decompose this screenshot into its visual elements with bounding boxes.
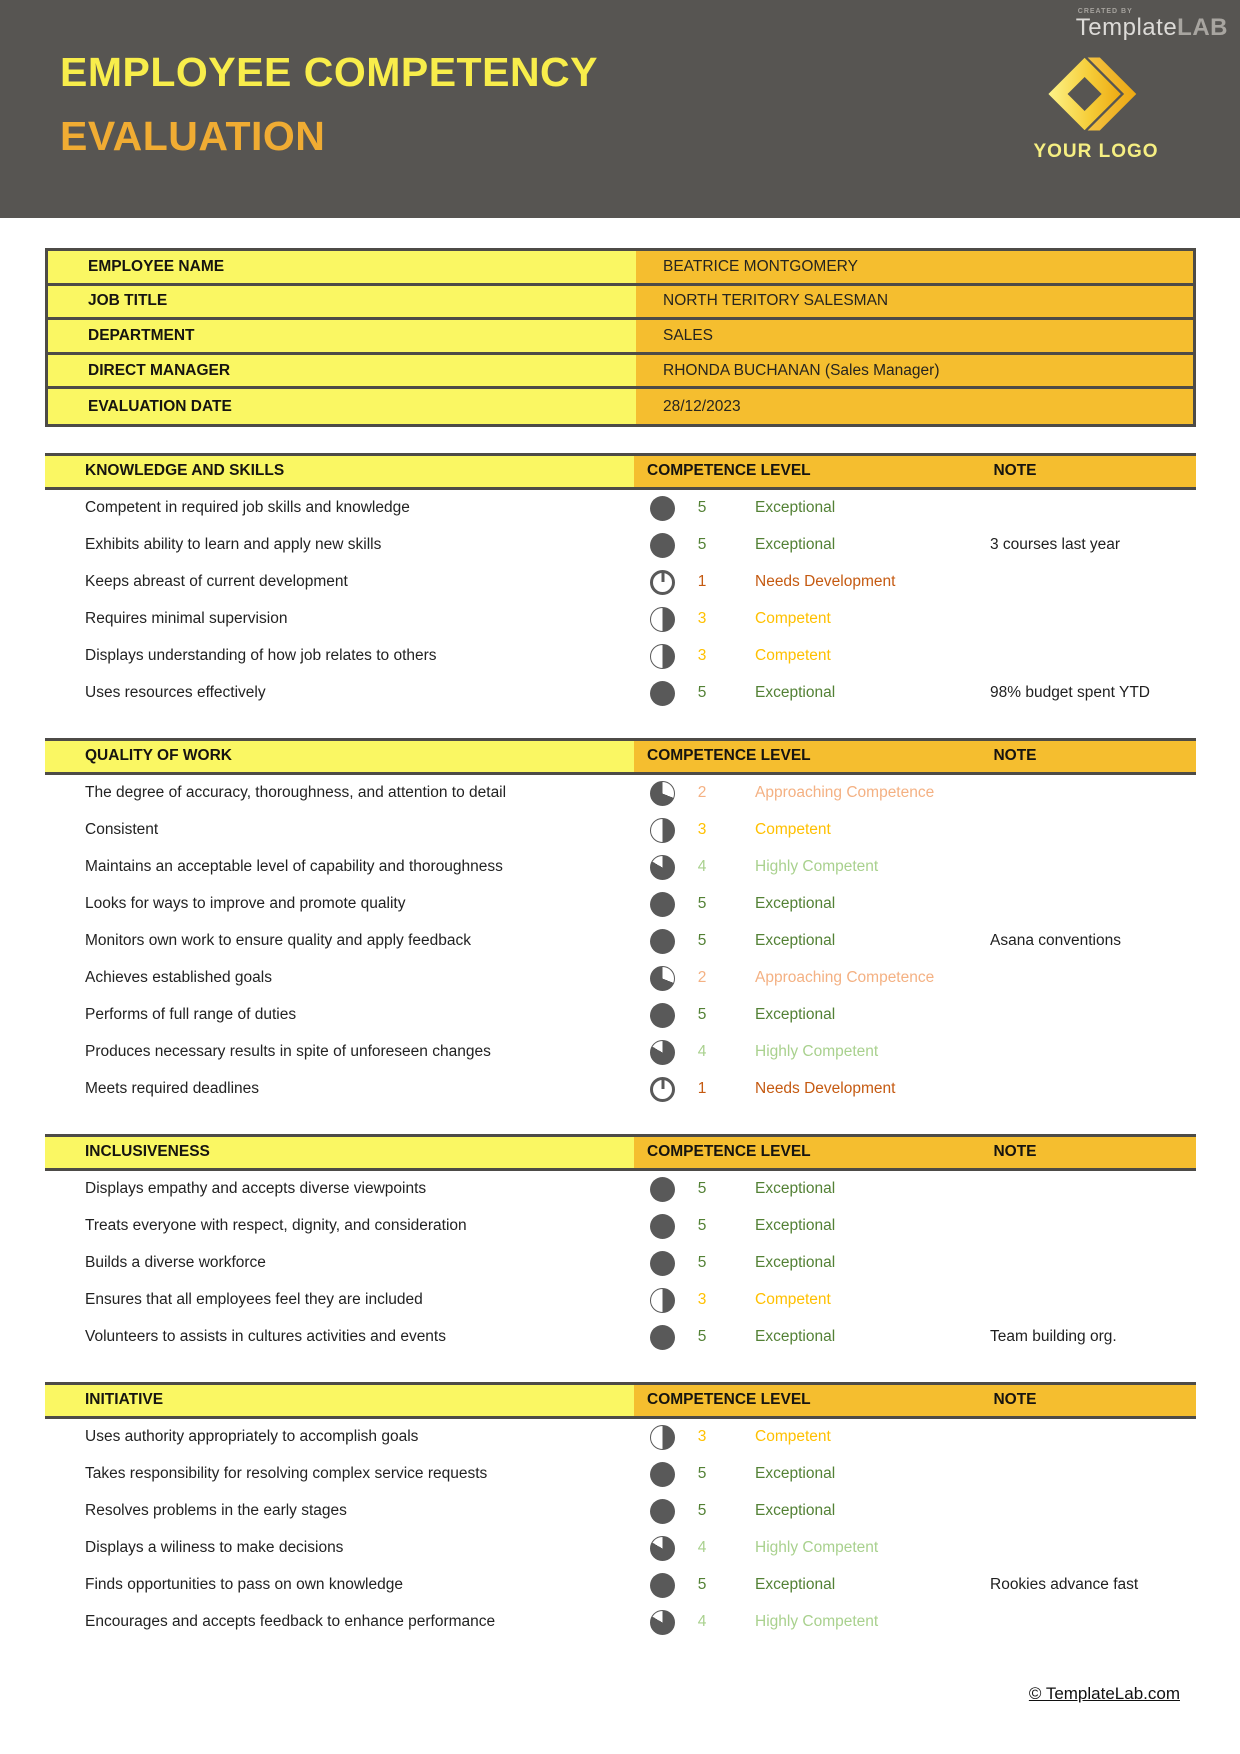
section-header-columns bbox=[634, 1137, 1196, 1168]
evaluation-section bbox=[45, 1134, 1196, 1356]
competence-score: 5 bbox=[697, 1576, 707, 1594]
criterion-label: Performs of full range of duties bbox=[85, 1006, 297, 1024]
info-value: BEATRICE MONTGOMERY bbox=[636, 251, 1193, 283]
note-text: 98% budget spent YTD bbox=[990, 684, 1150, 702]
criterion-label: Takes responsibility for resolving complex service requests bbox=[85, 1465, 488, 1483]
criterion-label: Keeps abreast of current development bbox=[85, 573, 348, 591]
criterion-row bbox=[45, 1530, 1196, 1567]
competence-ball-icon bbox=[650, 607, 675, 632]
criterion-label: Monitors own work to ensure quality and apply feedback bbox=[85, 932, 471, 950]
criterion-label: Finds opportunities to pass on own knowledge bbox=[85, 1576, 403, 1594]
criterion-label: Encourages and accepts feedback to enhance performance bbox=[85, 1613, 496, 1631]
criterion-label: Builds a diverse workforce bbox=[85, 1254, 266, 1272]
competence-level-column-header: COMPETENCE LEVEL bbox=[647, 1391, 811, 1409]
company-logo bbox=[1018, 56, 1174, 163]
competence-score: 1 bbox=[697, 573, 707, 591]
info-value: SALES bbox=[636, 320, 1193, 352]
competence-score: 5 bbox=[697, 684, 707, 702]
competence-level-label: Exceptional bbox=[755, 684, 836, 702]
competence-level-label: Exceptional bbox=[755, 536, 836, 554]
templatelab-logo bbox=[1076, 16, 1228, 40]
competence-level-label: Exceptional bbox=[755, 499, 836, 517]
criterion-label: Produces necessary results in spite of unforeseen changes bbox=[85, 1043, 491, 1061]
competence-ball-icon bbox=[650, 1040, 675, 1065]
criterion-row bbox=[45, 775, 1196, 812]
info-row bbox=[48, 286, 1193, 321]
competence-level-column-header: COMPETENCE LEVEL bbox=[647, 747, 811, 765]
page-title bbox=[60, 40, 598, 168]
criterion-label: Uses authority appropriately to accomplish goals bbox=[85, 1428, 419, 1446]
competence-score: 3 bbox=[697, 821, 707, 839]
competence-ball-icon bbox=[650, 818, 675, 843]
criterion-label: Requires minimal supervision bbox=[85, 610, 288, 628]
criterion-row bbox=[45, 1419, 1196, 1456]
competence-ball-icon bbox=[650, 1573, 675, 1598]
page-banner bbox=[0, 0, 1240, 218]
section-rows bbox=[45, 490, 1196, 712]
competence-level-label: Highly Competent bbox=[755, 1539, 879, 1557]
competence-ball-icon bbox=[650, 644, 675, 669]
competence-score: 5 bbox=[697, 536, 707, 554]
note-text: Rookies advance fast bbox=[990, 1576, 1139, 1594]
section-header bbox=[45, 738, 1196, 775]
info-label: JOB TITLE bbox=[48, 286, 636, 318]
criterion-row bbox=[45, 960, 1196, 997]
competence-score: 4 bbox=[697, 858, 707, 876]
info-row bbox=[48, 355, 1193, 390]
competence-ball-icon bbox=[650, 1462, 675, 1487]
competence-level-column-header: COMPETENCE LEVEL bbox=[647, 1143, 811, 1161]
section-rows bbox=[45, 775, 1196, 1108]
competence-ball-icon bbox=[650, 1325, 675, 1350]
competence-score: 5 bbox=[697, 1217, 707, 1235]
note-column-header: NOTE bbox=[993, 1391, 1037, 1409]
competence-ball-icon bbox=[650, 781, 675, 806]
criterion-row bbox=[45, 1567, 1196, 1604]
competence-ball-icon bbox=[650, 681, 675, 706]
competence-score: 5 bbox=[697, 932, 707, 950]
competence-score: 5 bbox=[697, 1006, 707, 1024]
competence-level-label: Exceptional bbox=[755, 1502, 836, 1520]
criterion-row bbox=[45, 1034, 1196, 1071]
criterion-row bbox=[45, 1456, 1196, 1493]
competence-level-label: Exceptional bbox=[755, 895, 836, 913]
criterion-label: Treats everyone with respect, dignity, and consideration bbox=[85, 1217, 467, 1235]
info-row bbox=[48, 251, 1193, 286]
section-header-columns bbox=[634, 741, 1196, 772]
competence-level-label: Highly Competent bbox=[755, 1043, 879, 1061]
criterion-row bbox=[45, 527, 1196, 564]
created-by-label: CREATED BY bbox=[1077, 8, 1133, 15]
page-footer bbox=[1029, 1684, 1180, 1704]
competence-level-label: Highly Competent bbox=[755, 1613, 879, 1631]
criterion-label: Meets required deadlines bbox=[85, 1080, 260, 1098]
section-header bbox=[45, 453, 1196, 490]
criterion-row bbox=[45, 638, 1196, 675]
criterion-row bbox=[45, 675, 1196, 712]
competence-level-label: Approaching Competence bbox=[755, 784, 935, 802]
competence-level-label: Exceptional bbox=[755, 1328, 836, 1346]
note-text: Team building org. bbox=[990, 1328, 1117, 1346]
criterion-row bbox=[45, 490, 1196, 527]
competence-level-column-header: COMPETENCE LEVEL bbox=[647, 462, 811, 480]
criterion-row bbox=[45, 1282, 1196, 1319]
competence-level-label: Exceptional bbox=[755, 1180, 836, 1198]
criterion-label: Consistent bbox=[85, 821, 159, 839]
competence-ball-icon bbox=[650, 966, 675, 991]
competence-ball-icon bbox=[650, 1003, 675, 1028]
criterion-row bbox=[45, 997, 1196, 1034]
criterion-label: Achieves established goals bbox=[85, 969, 272, 987]
info-value: NORTH TERITORY SALESMAN bbox=[636, 286, 1193, 318]
info-row bbox=[48, 320, 1193, 355]
competence-ball-icon bbox=[650, 570, 675, 595]
info-label: DIRECT MANAGER bbox=[48, 355, 636, 387]
criterion-row bbox=[45, 923, 1196, 960]
criterion-label: Displays understanding of how job relates to others bbox=[85, 647, 437, 665]
competence-level-label: Exceptional bbox=[755, 1576, 836, 1594]
competence-score: 3 bbox=[697, 1291, 707, 1309]
competence-level-label: Exceptional bbox=[755, 932, 836, 950]
competence-score: 5 bbox=[697, 1328, 707, 1346]
competence-ball-icon bbox=[650, 496, 675, 521]
competence-level-label: Needs Development bbox=[755, 1080, 896, 1098]
note-text: 3 courses last year bbox=[990, 536, 1121, 554]
criterion-label: Maintains an acceptable level of capability and thoroughness bbox=[85, 858, 503, 876]
competence-score: 2 bbox=[697, 784, 707, 802]
competence-score: 5 bbox=[697, 1502, 707, 1520]
criterion-row bbox=[45, 1245, 1196, 1282]
criterion-row bbox=[45, 1493, 1196, 1530]
competence-ball-icon bbox=[650, 1610, 675, 1635]
competence-score: 5 bbox=[697, 499, 707, 517]
criterion-label: Displays a wiliness to make decisions bbox=[85, 1539, 344, 1557]
section-header-columns bbox=[634, 456, 1196, 487]
info-value: RHONDA BUCHANAN (Sales Manager) bbox=[636, 355, 1193, 387]
competence-ball-icon bbox=[650, 533, 675, 558]
criterion-row bbox=[45, 1319, 1196, 1356]
templatelab-credit bbox=[1076, 8, 1228, 40]
evaluation-section bbox=[45, 738, 1196, 1108]
note-column-header: NOTE bbox=[993, 462, 1037, 480]
section-header bbox=[45, 1382, 1196, 1419]
competence-score: 5 bbox=[697, 1180, 707, 1198]
competence-ball-icon bbox=[650, 1251, 675, 1276]
evaluation-section bbox=[45, 453, 1196, 712]
criterion-row bbox=[45, 601, 1196, 638]
competence-ball-icon bbox=[650, 1499, 675, 1524]
competence-level-label: Exceptional bbox=[755, 1006, 836, 1024]
competence-ball-icon bbox=[650, 1288, 675, 1313]
competence-level-label: Competent bbox=[755, 647, 831, 665]
criterion-label: Competent in required job skills and knowledge bbox=[85, 499, 410, 517]
competence-ball-icon bbox=[650, 929, 675, 954]
section-rows bbox=[45, 1419, 1196, 1641]
logo-caption: YOUR LOGO bbox=[1033, 141, 1159, 162]
employee-info-table bbox=[45, 248, 1196, 427]
section-title: KNOWLEDGE AND SKILLS bbox=[45, 456, 634, 487]
criterion-label: Ensures that all employees feel they are included bbox=[85, 1291, 423, 1309]
competence-ball-icon bbox=[650, 1214, 675, 1239]
note-text: Asana conventions bbox=[990, 932, 1121, 950]
competence-level-label: Approaching Competence bbox=[755, 969, 935, 987]
criterion-row bbox=[45, 849, 1196, 886]
criterion-label: Exhibits ability to learn and apply new skills bbox=[85, 536, 382, 554]
templatelab-logo-main: Template bbox=[1075, 14, 1178, 41]
competence-score: 5 bbox=[697, 895, 707, 913]
criterion-row bbox=[45, 1208, 1196, 1245]
info-label: EVALUATION DATE bbox=[48, 389, 636, 424]
diamond-logo-icon bbox=[1041, 56, 1151, 132]
competence-score: 3 bbox=[697, 1428, 707, 1446]
competence-ball-icon bbox=[650, 855, 675, 880]
templatelab-logo-lab: LAB bbox=[1177, 14, 1228, 41]
competence-score: 5 bbox=[697, 1465, 707, 1483]
competence-level-label: Exceptional bbox=[755, 1465, 836, 1483]
competence-score: 5 bbox=[697, 1254, 707, 1272]
competence-ball-icon bbox=[650, 1425, 675, 1450]
criterion-row bbox=[45, 886, 1196, 923]
competence-score: 2 bbox=[697, 969, 707, 987]
evaluation-sections bbox=[0, 453, 1240, 1641]
note-column-header: NOTE bbox=[993, 747, 1037, 765]
criterion-label: Looks for ways to improve and promote quality bbox=[85, 895, 406, 913]
competence-level-label: Competent bbox=[755, 821, 831, 839]
section-title: INITIATIVE bbox=[45, 1385, 634, 1416]
criterion-label: Resolves problems in the early stages bbox=[85, 1502, 347, 1520]
competence-level-label: Needs Development bbox=[755, 573, 896, 591]
criterion-label: Uses resources effectively bbox=[85, 684, 266, 702]
competence-level-label: Competent bbox=[755, 1428, 831, 1446]
criterion-row bbox=[45, 1604, 1196, 1641]
criterion-label: Volunteers to assists in cultures activities and events bbox=[85, 1328, 446, 1346]
criterion-label: The degree of accuracy, thoroughness, and attention to detail bbox=[85, 784, 507, 802]
competence-score: 1 bbox=[697, 1080, 707, 1098]
section-header-columns bbox=[634, 1385, 1196, 1416]
criterion-row bbox=[45, 1171, 1196, 1208]
competence-score: 3 bbox=[697, 647, 707, 665]
competence-score: 4 bbox=[697, 1539, 707, 1557]
competence-score: 4 bbox=[697, 1613, 707, 1631]
competence-level-label: Competent bbox=[755, 610, 831, 628]
competence-level-label: Exceptional bbox=[755, 1254, 836, 1272]
templatelab-link[interactable]: © TemplateLab.com bbox=[1028, 1684, 1180, 1703]
note-column-header: NOTE bbox=[993, 1143, 1037, 1161]
section-header bbox=[45, 1134, 1196, 1171]
info-label: DEPARTMENT bbox=[48, 320, 636, 352]
competence-ball-icon bbox=[650, 1536, 675, 1561]
criterion-row bbox=[45, 812, 1196, 849]
competence-level-label: Competent bbox=[755, 1291, 831, 1309]
competence-level-label: Highly Competent bbox=[755, 858, 879, 876]
competence-ball-icon bbox=[650, 1177, 675, 1202]
competence-ball-icon bbox=[650, 892, 675, 917]
section-title: INCLUSIVENESS bbox=[45, 1137, 634, 1168]
competence-ball-icon bbox=[650, 1077, 675, 1102]
section-title: QUALITY OF WORK bbox=[45, 741, 634, 772]
competence-score: 4 bbox=[697, 1043, 707, 1061]
criterion-label: Displays empathy and accepts diverse viewpoints bbox=[85, 1180, 427, 1198]
page-title-line2: EVALUATION bbox=[60, 113, 326, 159]
info-value: 28/12/2023 bbox=[636, 389, 1193, 424]
page-title-line1: EMPLOYEE COMPETENCY bbox=[60, 49, 599, 95]
competence-level-label: Exceptional bbox=[755, 1217, 836, 1235]
criterion-row bbox=[45, 1071, 1196, 1108]
info-row bbox=[48, 389, 1193, 424]
info-label: EMPLOYEE NAME bbox=[48, 251, 636, 283]
section-rows bbox=[45, 1171, 1196, 1356]
evaluation-section bbox=[45, 1382, 1196, 1641]
competence-score: 3 bbox=[697, 610, 707, 628]
criterion-row bbox=[45, 564, 1196, 601]
